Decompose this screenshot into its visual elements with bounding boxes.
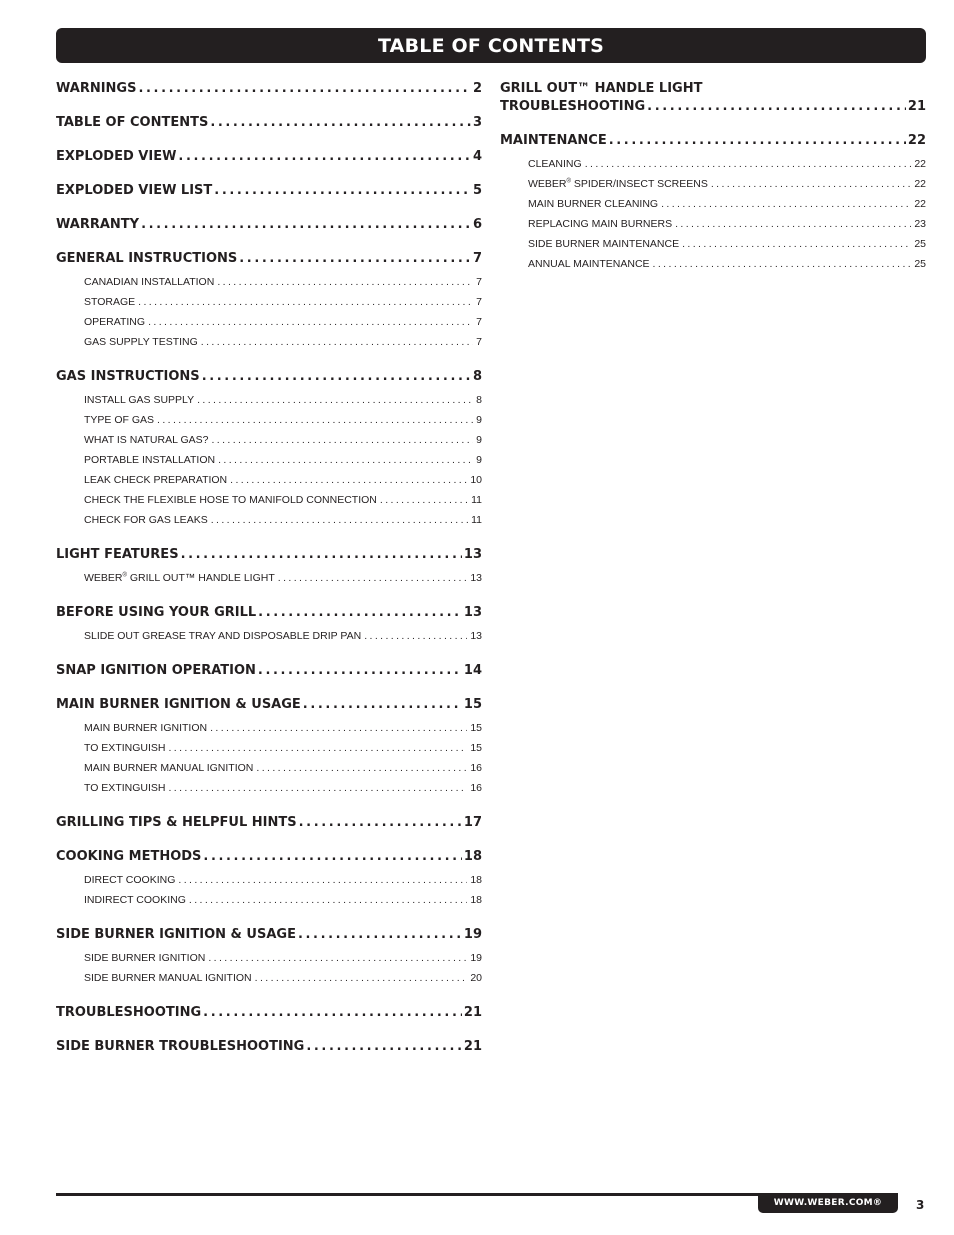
- toc-subentry-page: 8: [476, 394, 482, 406]
- page-title: TABLE OF CONTENTS: [377, 34, 604, 57]
- toc-subentry[interactable]: [84, 626, 482, 646]
- toc-heading-page: 15: [463, 697, 482, 712]
- toc-heading-entry[interactable]: [56, 216, 482, 234]
- toc-subentry-label: [84, 718, 207, 738]
- toc-subentry-label: [528, 234, 679, 254]
- toc-subentry-page: 25: [914, 238, 926, 250]
- toc-subentry[interactable]: [84, 738, 482, 758]
- dot-leader: [380, 490, 468, 510]
- toc-subentry-page: 18: [470, 874, 482, 886]
- toc-section: [56, 662, 482, 680]
- toc-subentry-text: SIDE BURNER MANUAL IGNITION: [84, 972, 252, 984]
- toc-subentry-text: SLIDE OUT GREASE TRAY AND DISPOSABLE DRIP PAN: [84, 630, 362, 642]
- toc-heading-label: LIGHT FEATURES: [56, 547, 179, 562]
- toc-subentries: [56, 622, 482, 646]
- toc-subentry-page: 20: [470, 972, 482, 984]
- toc-subentry-text: REPLACING MAIN BURNERS: [528, 218, 673, 230]
- toc-subentry-label: [528, 254, 650, 274]
- toc-subentry-text: CHECK FOR GAS LEAKS: [84, 514, 208, 526]
- toc-left-column: [56, 80, 482, 1072]
- toc-heading-entry[interactable]: [500, 98, 926, 116]
- toc-heading-entry[interactable]: [56, 80, 482, 98]
- toc-heading-entry[interactable]: [56, 926, 482, 944]
- toc-heading-page: 21: [463, 1039, 482, 1054]
- toc-section: [56, 250, 482, 352]
- toc-heading-label: SIDE BURNER IGNITION & USAGE: [56, 927, 296, 942]
- toc-heading-label: SIDE BURNER TROUBLESHOOTING: [56, 1039, 305, 1054]
- toc-subentries: [56, 944, 482, 988]
- toc-heading-label: TROUBLESHOOTING: [56, 1005, 202, 1020]
- toc-subentry-text-rest: GRILL OUT™ HANDLE LIGHT: [126, 572, 275, 584]
- toc-heading-page: 19: [463, 927, 482, 942]
- dot-leader: [138, 292, 473, 312]
- toc-subentry-page: 7: [476, 316, 482, 328]
- dot-leader: [210, 718, 467, 738]
- dot-leader: [278, 568, 468, 588]
- toc-heading-page: 18: [463, 849, 482, 864]
- toc-heading-label: GRILLING TIPS & HELPFUL HINTS: [56, 815, 297, 830]
- toc-heading-label: EXPLODED VIEW LIST: [56, 183, 213, 198]
- dot-leader: [364, 626, 467, 646]
- toc-subentry-label: [84, 450, 215, 470]
- toc-subentry-text-rest: SPIDER/INSECT SCREENS: [570, 178, 708, 190]
- toc-subentry-label: [84, 430, 208, 450]
- toc-subentry-label: [84, 890, 186, 910]
- toc-section: [56, 114, 482, 132]
- toc-section: [500, 132, 926, 274]
- toc-subentry-label: [84, 870, 175, 890]
- toc-subentry-page: 7: [476, 336, 482, 348]
- toc-subentry[interactable]: [84, 490, 482, 510]
- toc-heading-entry[interactable]: [56, 848, 482, 866]
- toc-heading-page: 21: [907, 99, 926, 114]
- toc-subentry[interactable]: [84, 968, 482, 988]
- toc-section: [56, 216, 482, 234]
- toc-subentry[interactable]: [528, 154, 926, 174]
- toc-subentry-label: [84, 410, 154, 430]
- toc-section: [500, 80, 926, 116]
- toc-heading-entry[interactable]: [500, 132, 926, 150]
- toc-heading-label: GENERAL INSTRUCTIONS: [56, 251, 238, 266]
- toc-subentry-label: [84, 332, 198, 352]
- toc-heading-label: TABLE OF CONTENTS: [56, 115, 209, 130]
- toc-subentry[interactable]: [84, 410, 482, 430]
- toc-subentry[interactable]: [84, 510, 482, 530]
- dot-leader: [258, 662, 462, 680]
- toc-subentry-text: INSTALL GAS SUPPLY: [84, 394, 195, 406]
- dot-leader: [609, 132, 906, 150]
- toc-subentry-text: CANADIAN INSTALLATION: [84, 276, 215, 288]
- dot-leader: [298, 926, 462, 944]
- toc-heading-entry[interactable]: [56, 696, 482, 714]
- toc-subentry-text: MAIN BURNER MANUAL IGNITION: [84, 762, 254, 774]
- dot-leader: [299, 814, 462, 832]
- toc-subentries: [56, 268, 482, 352]
- toc-subentry-page: 18: [470, 894, 482, 906]
- dot-leader: [230, 470, 467, 490]
- dot-leader: [647, 98, 906, 116]
- toc-subentry-page: 22: [914, 158, 926, 170]
- toc-heading-page: 7: [472, 251, 482, 266]
- toc-section: [56, 848, 482, 910]
- toc-heading-page: 21: [463, 1005, 482, 1020]
- toc-subentry-label: [84, 568, 275, 588]
- dot-leader: [661, 194, 911, 214]
- toc-subentry[interactable]: [84, 450, 482, 470]
- toc-section: [56, 182, 482, 200]
- dot-leader: [168, 738, 467, 758]
- toc-heading-entry[interactable]: [56, 546, 482, 564]
- toc-heading-label: WARRANTY: [56, 217, 140, 232]
- toc-subentry[interactable]: [84, 292, 482, 312]
- toc-subentry-page: 9: [476, 454, 482, 466]
- dot-leader: [239, 250, 471, 268]
- toc-subentry-page: 15: [470, 742, 482, 754]
- toc-section: [56, 926, 482, 988]
- dot-leader: [653, 254, 912, 274]
- toc-subentry-page: 10: [470, 474, 482, 486]
- toc-subentry-label: [84, 626, 361, 646]
- toc-section: [56, 1004, 482, 1022]
- toc-section: [56, 604, 482, 646]
- footer-website-tab: [758, 1193, 898, 1213]
- toc-section: [56, 148, 482, 166]
- toc-section: [56, 1038, 482, 1056]
- dot-leader: [201, 332, 473, 352]
- toc-subentry-page: 7: [476, 276, 482, 288]
- dot-leader: [214, 182, 471, 200]
- toc-subentry[interactable]: [84, 312, 482, 332]
- dot-leader: [138, 80, 470, 98]
- toc-subentry-text: WEBER: [528, 178, 567, 190]
- dot-leader: [218, 450, 473, 470]
- toc-section: [56, 696, 482, 798]
- toc-heading-entry[interactable]: [56, 182, 482, 200]
- toc-subentry-text: WEBER: [84, 572, 123, 584]
- toc-subentry-label: [84, 470, 227, 490]
- toc-subentries: [56, 386, 482, 530]
- toc-subentry[interactable]: [84, 390, 482, 410]
- toc-subentry[interactable]: [84, 870, 482, 890]
- toc-subentries: [56, 714, 482, 798]
- toc-subentry-page: 22: [914, 198, 926, 210]
- toc-right-column: [500, 80, 926, 290]
- toc-subentry-text: TO EXTINGUISH: [84, 742, 166, 754]
- toc-subentry-label: [528, 154, 582, 174]
- toc-subentry-page: 16: [470, 782, 482, 794]
- dot-leader: [675, 214, 911, 234]
- toc-subentry-text: TO EXTINGUISH: [84, 782, 166, 794]
- page-number: 3: [916, 1198, 925, 1212]
- dot-leader: [203, 848, 462, 866]
- toc-subentry-text: ANNUAL MAINTENANCE: [528, 258, 650, 270]
- toc-heading-page: 8: [472, 369, 482, 384]
- toc-heading-page: 13: [463, 605, 482, 620]
- dot-leader: [258, 604, 462, 622]
- toc-subentry-page: 13: [470, 630, 482, 642]
- toc-section: [56, 80, 482, 98]
- toc-heading-label: SNAP IGNITION OPERATION: [56, 663, 256, 678]
- toc-heading-page: 14: [463, 663, 482, 678]
- toc-section: [56, 368, 482, 530]
- dot-leader: [178, 870, 467, 890]
- toc-heading-entry[interactable]: [56, 662, 482, 680]
- toc-subentry-page: 9: [476, 414, 482, 426]
- toc-subentry-text: SIDE BURNER MAINTENANCE: [528, 238, 680, 250]
- toc-subentry-text: PORTABLE INSTALLATION: [84, 454, 216, 466]
- dot-leader: [148, 312, 473, 332]
- dot-leader: [711, 174, 911, 194]
- dot-leader: [211, 510, 468, 530]
- toc-subentries: [56, 564, 482, 588]
- footer-website: WWW.WEBER.COM®: [773, 1198, 883, 1208]
- toc-subentry-page: 15: [470, 722, 482, 734]
- toc-heading-entry[interactable]: [56, 114, 482, 132]
- dot-leader: [202, 368, 471, 386]
- toc-section: [56, 814, 482, 832]
- toc-heading-label: COOKING METHODS: [56, 849, 202, 864]
- toc-subentry[interactable]: [84, 758, 482, 778]
- toc-subentry-text: MAIN BURNER CLEANING: [528, 198, 659, 210]
- title-bar: [56, 28, 926, 63]
- dot-leader: [208, 948, 467, 968]
- toc-heading-label: WARNINGS: [56, 81, 137, 96]
- toc-subentry[interactable]: [84, 778, 482, 798]
- toc-heading-label: MAINTENANCE: [500, 133, 607, 148]
- toc-subentry[interactable]: [528, 234, 926, 254]
- toc-heading-page: 13: [463, 547, 482, 562]
- toc-subentry-label: [84, 272, 214, 292]
- toc-subentry-text: GAS SUPPLY TESTING: [84, 336, 198, 348]
- toc-heading-label: GAS INSTRUCTIONS: [56, 369, 200, 384]
- toc-heading-page: 2: [472, 81, 482, 96]
- toc-heading-page: 17: [463, 815, 482, 830]
- dot-leader: [256, 758, 467, 778]
- dot-leader: [178, 148, 471, 166]
- toc-subentry[interactable]: [528, 174, 926, 194]
- toc-subentry-page: 25: [914, 258, 926, 270]
- toc-subentry-page: 13: [470, 572, 482, 584]
- toc-subentry-text: LEAK CHECK PREPARATION: [84, 474, 228, 486]
- dot-leader: [203, 1004, 462, 1022]
- toc-subentry-label: [84, 390, 194, 410]
- toc-subentry-page: 7: [476, 296, 482, 308]
- toc-subentry-label: [84, 490, 377, 510]
- toc-subentry[interactable]: [84, 948, 482, 968]
- toc-subentry-text: CLEANING: [528, 158, 582, 170]
- toc-subentry[interactable]: [84, 470, 482, 490]
- toc-subentry-label: [84, 758, 253, 778]
- dot-leader: [141, 216, 471, 234]
- toc-subentry-page: 22: [914, 178, 926, 190]
- toc-subentry-page: 11: [471, 494, 482, 506]
- dot-leader: [303, 696, 462, 714]
- toc-subentry-page: 23: [914, 218, 926, 230]
- dot-leader: [585, 154, 912, 174]
- toc-subentry-text: TYPE OF GAS: [84, 414, 155, 426]
- toc-heading-page: 4: [472, 149, 482, 164]
- toc-heading-entry[interactable]: [56, 148, 482, 166]
- toc-section: [56, 546, 482, 588]
- dot-leader: [306, 1038, 462, 1056]
- toc-subentry[interactable]: [84, 718, 482, 738]
- toc-subentry-label: [528, 174, 708, 194]
- toc-subentry[interactable]: [84, 430, 482, 450]
- dot-leader: [189, 890, 467, 910]
- toc-subentry-text: CHECK THE FLEXIBLE HOSE TO MANIFOLD CONNECTION: [84, 494, 377, 506]
- toc-subentry-label: [84, 778, 165, 798]
- dot-leader: [181, 546, 462, 564]
- toc-subentry-label: [84, 510, 208, 530]
- toc-heading-label: MAIN BURNER IGNITION & USAGE: [56, 697, 301, 712]
- toc-subentry-page: 9: [476, 434, 482, 446]
- toc-subentry-text: STORAGE: [84, 296, 136, 308]
- toc-subentry-label: [528, 214, 672, 234]
- toc-heading-entry[interactable]: [56, 814, 482, 832]
- toc-heading-entry[interactable]: [56, 1038, 482, 1056]
- toc-heading-label: EXPLODED VIEW: [56, 149, 177, 164]
- toc-heading-page: 5: [472, 183, 482, 198]
- toc-subentry-page: 19: [470, 952, 482, 964]
- dot-leader: [682, 234, 911, 254]
- toc-subentry[interactable]: [84, 332, 482, 352]
- toc-subentry[interactable]: [528, 194, 926, 214]
- toc-heading-entry[interactable]: [56, 604, 482, 622]
- toc-subentry-label: [84, 968, 252, 988]
- toc-heading-page: 6: [472, 217, 482, 232]
- toc-subentry-label: [84, 738, 165, 758]
- toc-heading-entry[interactable]: [56, 1004, 482, 1022]
- registered-mark: ®: [122, 572, 127, 579]
- toc-heading-entry[interactable]: [56, 368, 482, 386]
- toc-subentry[interactable]: [84, 272, 482, 292]
- toc-subentry-text: MAIN BURNER IGNITION: [84, 722, 208, 734]
- toc-subentry-text: OPERATING: [84, 316, 146, 328]
- toc-subentry-label: [84, 948, 205, 968]
- toc-heading-page: 3: [472, 115, 482, 130]
- toc-subentry-text: INDIRECT COOKING: [84, 894, 186, 906]
- toc-subentries: [500, 150, 926, 274]
- toc-heading-entry[interactable]: [56, 250, 482, 268]
- toc-subentry-text: DIRECT COOKING: [84, 874, 176, 886]
- toc-heading-label: BEFORE USING YOUR GRILL: [56, 605, 257, 620]
- toc-subentry-label: [84, 312, 145, 332]
- toc-heading-label: TROUBLESHOOTING: [500, 99, 646, 114]
- toc-subentry-page: 16: [470, 762, 482, 774]
- dot-leader: [217, 272, 473, 292]
- dot-leader: [255, 968, 468, 988]
- toc-heading-page: 22: [907, 133, 926, 148]
- toc-subentry[interactable]: [84, 890, 482, 910]
- dot-leader: [157, 410, 473, 430]
- toc-heading-line1[interactable]: GRILL OUT™ HANDLE LIGHT: [500, 81, 703, 96]
- toc-subentry-text: WHAT IS NATURAL GAS?: [84, 434, 209, 446]
- dot-leader: [168, 778, 467, 798]
- toc-subentry-text: SIDE BURNER IGNITION: [84, 952, 206, 964]
- dot-leader: [210, 114, 471, 132]
- toc-subentry-page: 11: [471, 514, 482, 526]
- dot-leader: [197, 390, 473, 410]
- toc-subentry[interactable]: [528, 254, 926, 274]
- toc-subentry-label: [84, 292, 135, 312]
- registered-mark: ®: [566, 178, 571, 185]
- toc-subentry[interactable]: [528, 214, 926, 234]
- toc-subentries: [56, 866, 482, 910]
- toc-subentry[interactable]: [84, 568, 482, 588]
- dot-leader: [211, 430, 473, 450]
- toc-subentry-label: [528, 194, 658, 214]
